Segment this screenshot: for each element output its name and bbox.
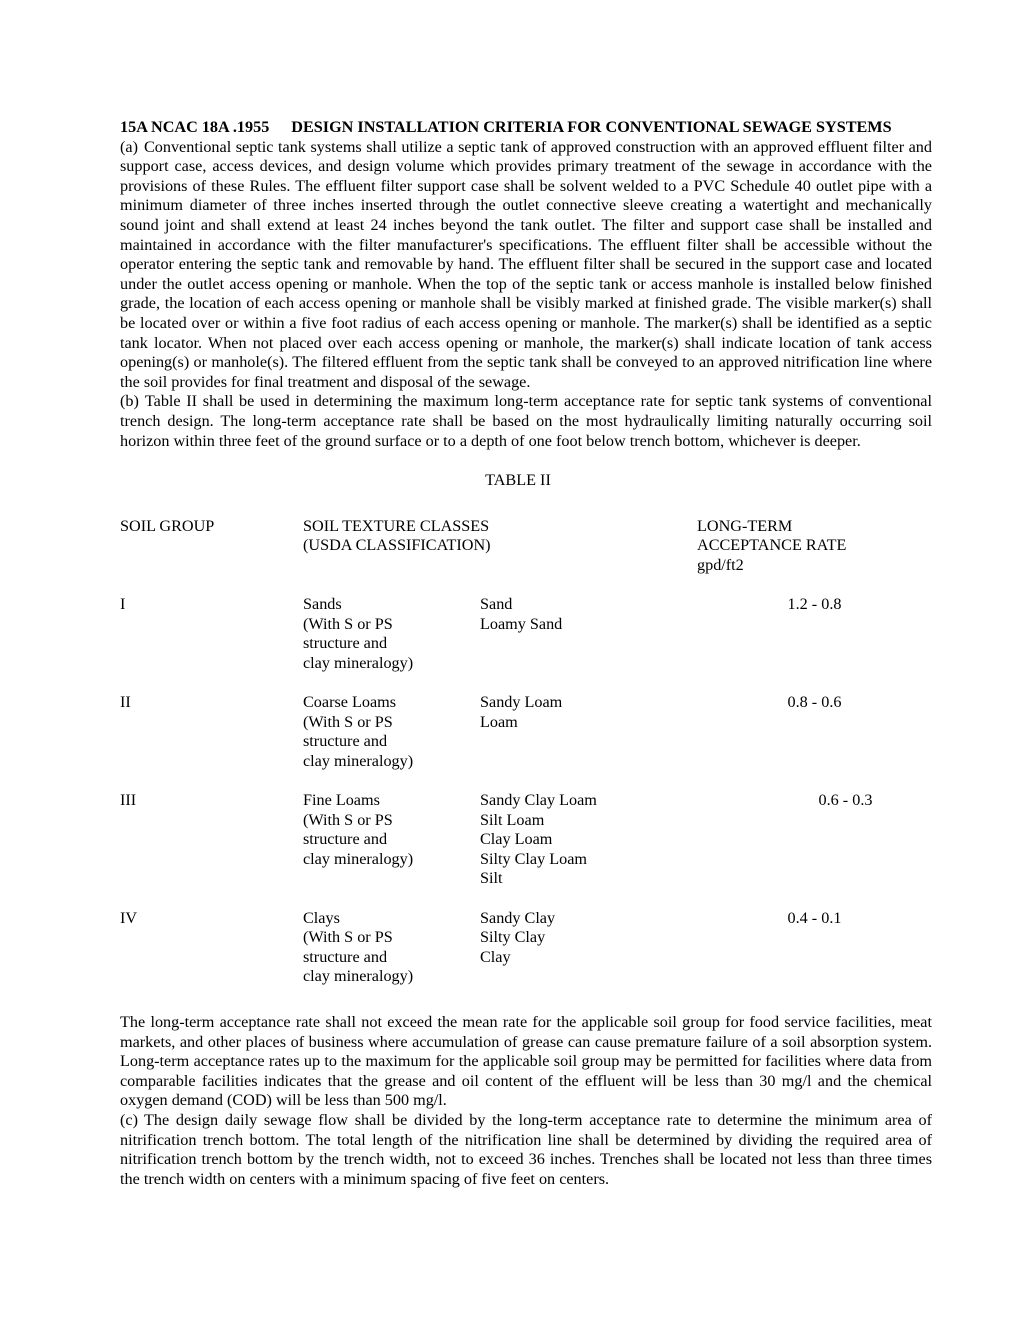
spacer-cell (480, 889, 697, 909)
class-line: Sand (480, 595, 513, 614)
table-header-row (120, 517, 932, 576)
class-line: Sandy Clay (480, 908, 556, 927)
cell-acceptance-rate: 0.6 - 0.3 (818, 791, 873, 809)
texture-line: (With S or PS (303, 614, 393, 633)
table-header (120, 517, 932, 576)
paragraph-grease-limits (120, 1013, 932, 1111)
table-ii-block (120, 471, 932, 987)
header-acceptance-rate (697, 517, 932, 576)
class-line: Silty Clay Loam (480, 849, 588, 868)
paragraph-b-text: Table II shall be used in determining the maximum long-term acceptance rate for septic tank systems of conventional trench design. The long-term acceptance rate shall be based on the most hydraulically limiting naturally occurring soil horizon within three feet of the ground surface or to a depth of one foot below trench bottom, whichever is deeper. (120, 392, 932, 450)
table-spacer (120, 771, 932, 791)
cell-acceptance-rate: 1.2 - 0.8 (787, 595, 842, 614)
table-row (120, 693, 932, 771)
texture-line: (With S or PS (303, 928, 393, 947)
spacer-cell (303, 889, 480, 909)
cell-soil-group: IV (120, 908, 138, 927)
class-line: Sandy Clay Loam (480, 791, 597, 809)
texture-line: clay mineralogy) (303, 849, 414, 868)
class-line: Loamy Sand (480, 614, 563, 633)
texture-line: Coarse Loams (303, 693, 397, 712)
paragraph-a-marker: (a) (120, 137, 138, 156)
cell-usda-classes (480, 595, 697, 673)
class-line: Loam (480, 712, 518, 731)
document-content (120, 118, 932, 1189)
spacer-cell (480, 575, 697, 595)
texture-line: structure and (303, 634, 388, 653)
texture-line: Sands (303, 595, 342, 614)
texture-line: Clays (303, 908, 340, 927)
spacer-cell (120, 889, 303, 909)
table-spacer (120, 889, 932, 909)
texture-line: structure and (303, 732, 388, 751)
cell-soil-texture (303, 791, 480, 889)
spacer-cell (480, 771, 697, 791)
paragraph-b (120, 392, 932, 451)
rule-title: DESIGN INSTALLATION CRITERIA FOR CONVENTIONAL SEWAGE SYSTEMS (291, 118, 892, 136)
header-rate-units: gpd/ft2 (697, 555, 744, 574)
cell-usda-classes (480, 909, 697, 987)
table-row (120, 791, 932, 889)
spacer-cell (697, 889, 932, 909)
spacer-cell (303, 673, 480, 693)
rule-identifier: 15A NCAC 18A .1955 (120, 118, 270, 136)
table-row (120, 595, 932, 673)
spacer-cell (697, 771, 932, 791)
texture-line: clay mineralogy) (303, 653, 414, 672)
texture-line: structure and (303, 830, 388, 849)
cell-acceptance-rate: 0.4 - 0.1 (787, 908, 842, 927)
table-row (120, 909, 932, 987)
table-spacer (120, 575, 932, 595)
cell-soil-group: I (120, 595, 126, 614)
page-title (120, 118, 932, 138)
texture-line: clay mineralogy) (303, 967, 414, 986)
paragraph-a-text: Conventional septic tank systems shall utilize a septic tank of approved construction with an approved effluent filter and support case, access devices, and design volume which provides primary treatment of the sewage in accordance with the provisions of these Rules. The effluent filter support case shall be solvent welded to a PVC Schedule 40 outlet pipe with a minimum diameter of three inches inserted through the outlet connective sleeve creating a watertight and mechanically sound joint and shall extend at least 24 inches beyond the tank outlet. The filter and support case shall be installed and maintained in accordance with the filter manufacturer's specifications. The effluent filter shall be accessible without the operator entering the septic tank and removable by hand. The effluent filter shall be secured in the support case and located under the outlet access opening or manhole. When the top of the septic tank or access manhole is installed below finished grade, the location of each access opening or manhole shall be visibly marked at finished grade. The visible marker(s) shall be located over or within a five foot radius of each access opening or manhole. The marker(s) shall be identified as a septic tank locator. When not placed over each access opening or manhole, the marker(s) shall indicate location of tank access opening(s) or manhole(s). The filtered effluent from the septic tank shall be conveyed to an approved nitrification line where the soil provides for final treatment and disposal of the sewage. (120, 137, 932, 391)
class-line: Silt Loam (480, 810, 545, 829)
cell-soil-texture (303, 909, 480, 987)
cell-soil-group: III (120, 791, 137, 809)
spacer-cell (480, 673, 697, 693)
texture-line: structure and (303, 947, 388, 966)
header-soil-texture-classes (303, 517, 697, 576)
soil-group-table (120, 517, 932, 987)
cell-acceptance-rate: 0.8 - 0.6 (787, 693, 842, 712)
header-soil-group: SOIL GROUP (120, 516, 215, 535)
table-body (120, 575, 932, 986)
paragraph-c-marker: (c) (120, 1110, 138, 1129)
paragraph-c-text: The design daily sewage flow shall be divided by the long-term acceptance rate to determine the minimum area of nitrification trench bottom. The total length of the nitrification line shall be determined by dividing the required area of nitrification trench bottom by the trench width, not to exceed 36 inches. Trenches shall be located not less than three times the trench width on centers with a minimum spacing of five feet on centers. (120, 1110, 932, 1188)
header-texture-line1: SOIL TEXTURE CLASSES (303, 516, 490, 535)
paragraph-grease-limits-text: The long-term acceptance rate shall not exceed the mean rate for the applicable soil group for food service facilities, meat markets, and other places of business where accumulation of grease can cause premature failure of a soil absorption system. Long-term acceptance rates up to the maximum for the applicable soil group may be permitted for facilities where data from comparable facilities indicates that the grease and oil content of the effluent will be less than 30 mg/l and the chemical oxygen demand (COD) will be less than 500 mg/l. (120, 1012, 932, 1110)
spacer-cell (120, 575, 303, 595)
spacer-cell (120, 771, 303, 791)
table-caption: TABLE II (485, 471, 551, 490)
cell-soil-group: II (120, 693, 131, 712)
spacer-cell (697, 673, 932, 693)
header-texture-line2: (USDA CLASSIFICATION) (303, 536, 491, 555)
spacer-cell (697, 575, 932, 595)
header-rate-line1: LONG-TERM (697, 516, 793, 535)
class-line: Clay (480, 947, 511, 966)
cell-usda-classes (480, 693, 697, 771)
class-line: Sandy Loam (480, 693, 563, 712)
cell-soil-texture (303, 693, 480, 771)
texture-line: clay mineralogy) (303, 751, 414, 770)
cell-usda-classes (480, 791, 697, 889)
paragraph-b-marker: (b) (120, 392, 139, 411)
table-spacer (120, 673, 932, 693)
spacer-cell (303, 575, 480, 595)
class-line: Silt (480, 869, 503, 888)
texture-line: (With S or PS (303, 810, 393, 829)
paragraph-a (120, 138, 932, 393)
header-rate-line2: ACCEPTANCE RATE (697, 536, 847, 555)
class-line: Silty Clay (480, 928, 546, 947)
texture-line: Fine Loams (303, 791, 380, 809)
class-line: Clay Loam (480, 830, 553, 849)
texture-line: (With S or PS (303, 712, 393, 731)
spacer-cell (303, 771, 480, 791)
paragraph-c (120, 1111, 932, 1189)
cell-soil-texture (303, 595, 480, 673)
post-table-section (120, 1013, 932, 1189)
spacer-cell (120, 673, 303, 693)
